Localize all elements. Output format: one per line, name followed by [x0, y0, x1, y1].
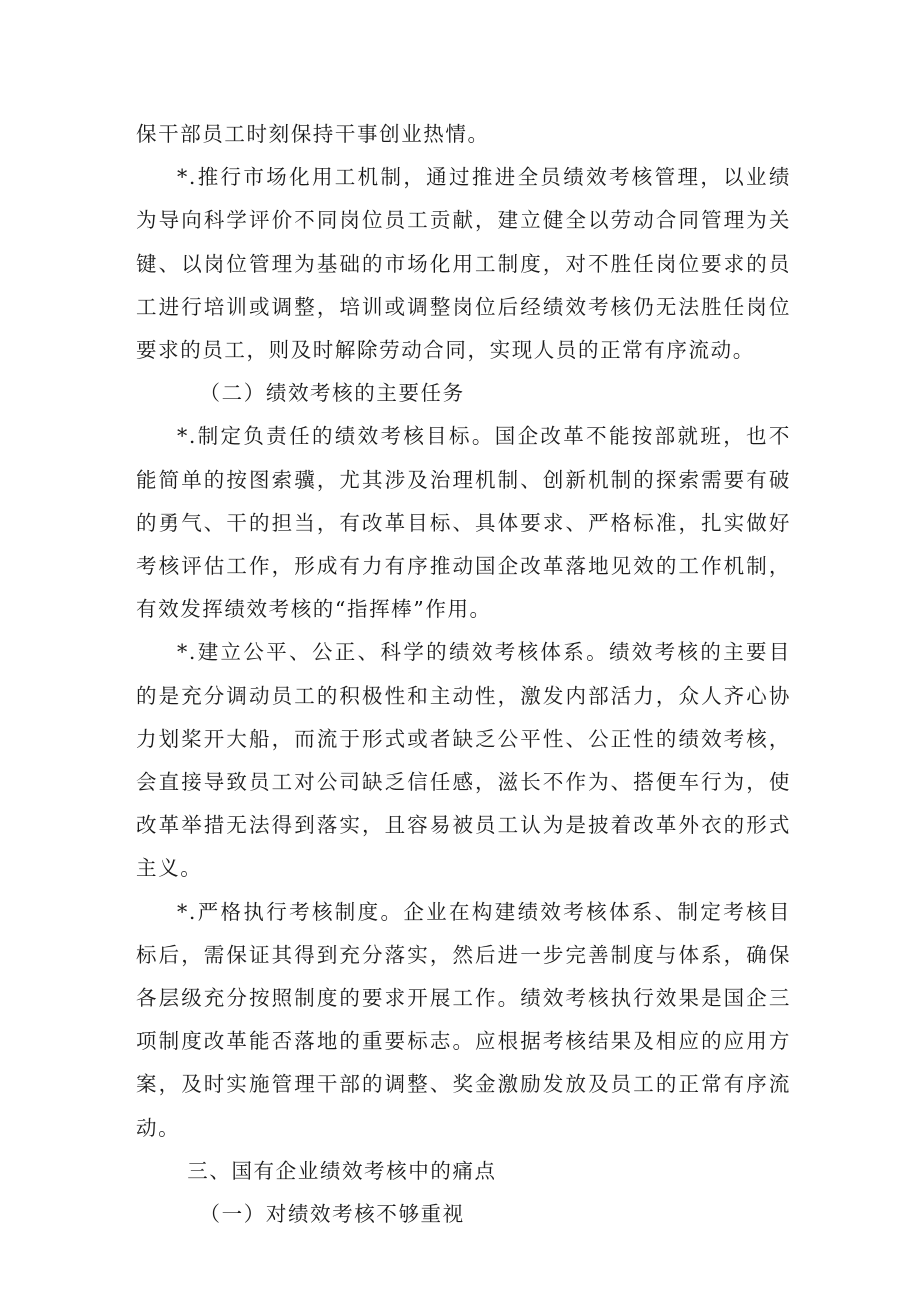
assessment-goals-paragraph: *.制定负责任的绩效考核目标。国企改革不能按部就班，也不能简单的按图索骥，尤其涉及治理机制、创新机制的探索需要有破的勇气、干的担当，有改革目标、具体要求、严格标准，扎实做好考核评估工作，形成有力有序推动国企改革落地见效的工作机制，有效发挥绩效考核的“指挥棒”作用。 [136, 424, 791, 622]
subsection-heading-insufficient-attention: （一）对绩效考核不够重视 [199, 1202, 465, 1227]
section-heading-pain-points: 三、国有企业绩效考核中的痛点 [187, 1158, 497, 1183]
market-employment-paragraph: *.推行市场化用工机制，通过推进全员绩效考核管理，以业绩为导向科学评价不同岗位员工贡献，建立健全以劳动合同管理为关键、以岗位管理为基础的市场化用工制度，对不胜任岗位要求的员工进行培训或调整，培训或调整岗位后经绩效考核仍无法胜任岗位要求的员工，则及时解除劳动合同，实现人员的正常有序流动。 [136, 165, 791, 363]
section-heading-main-tasks: （二）绩效考核的主要任务 [199, 381, 465, 406]
assessment-system-paragraph: *.建立公平、公正、科学的绩效考核体系。绩效考核的主要目的是充分调动员工的积极性和主动性，激发内部活力，众人齐心协力划桨开大船，而流于形式或者缺乏公平性、公正性的绩效考核，会直接导致员工对公司缺乏信任感，滋长不作为、搭便车行为，使改革举措无法得到落实，且容易被员工认为是披着改革外衣的形式主义。 [136, 640, 791, 881]
strict-execution-paragraph: *.严格执行考核制度。企业在构建绩效考核体系、制定考核目标后，需保证其得到充分落实，然后进一步完善制度与体系，确保各层级充分按照制度的要求开展工作。绩效考核执行效果是国企三项制度改革能否落地的重要标志。应根据考核结果及相应的应用方案，及时实施管理干部的调整、奖金激励发放及员工的正常有序流动。 [136, 899, 791, 1140]
continuation-paragraph: 保干部员工时刻保持干事创业热情。 [136, 122, 490, 146]
document-body [136, 113, 791, 1236]
